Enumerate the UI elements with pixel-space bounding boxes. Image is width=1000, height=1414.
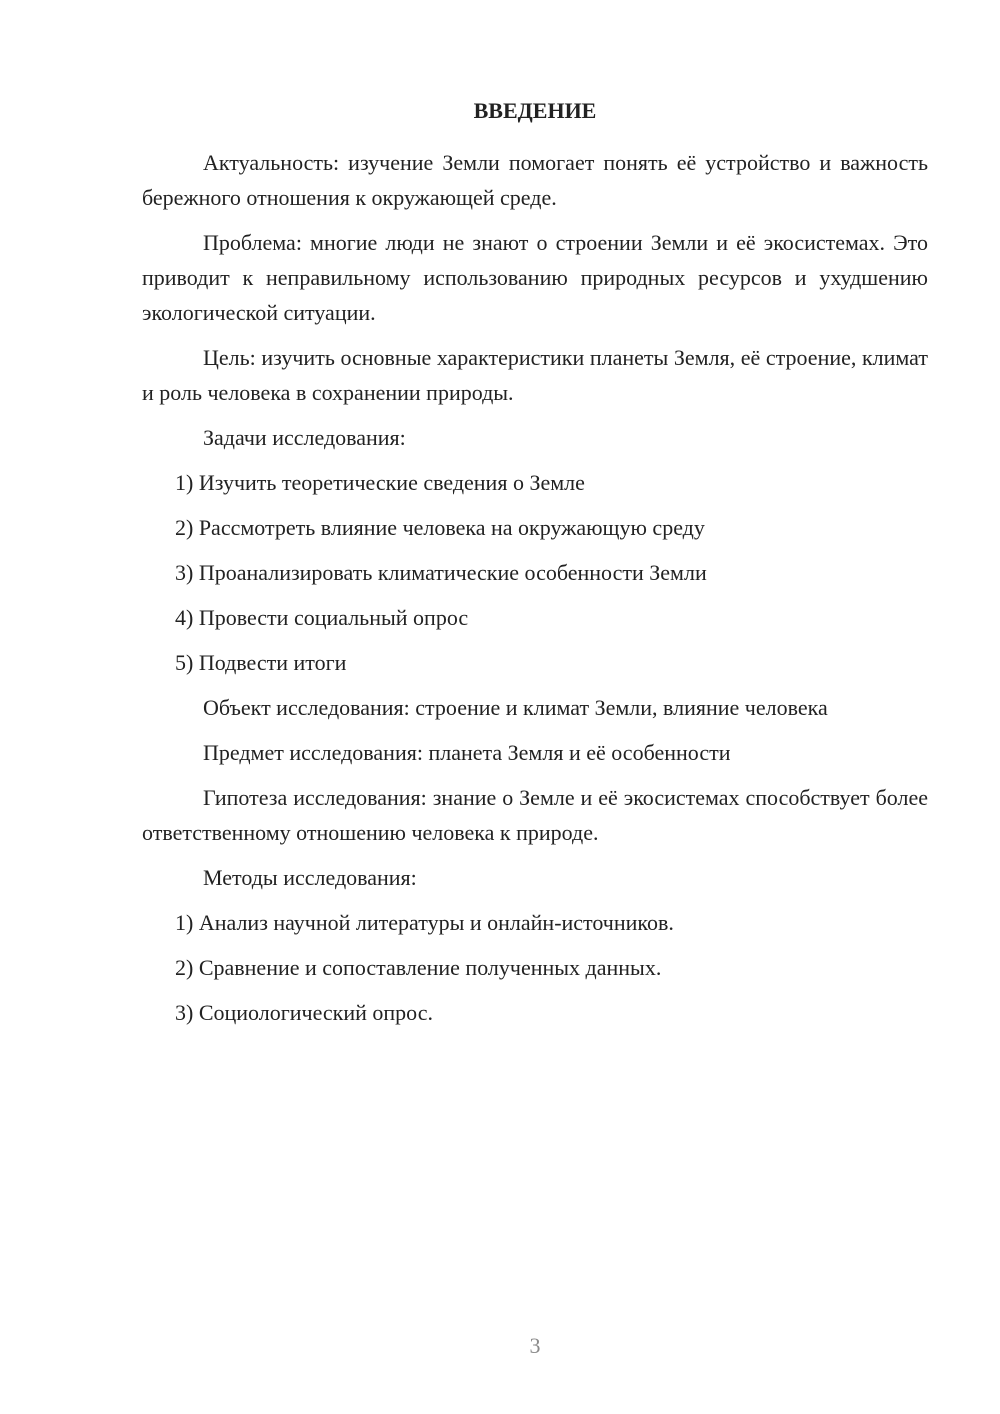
task-item: 5) Подвести итоги <box>175 650 347 675</box>
goal-paragraph: Цель: изучить основные характеристики планеты Земля, её строение, климат и роль человека в сохранении природы. <box>142 345 928 405</box>
method-item: 3) Социологический опрос. <box>175 1000 433 1025</box>
methods-heading: Методы исследования: <box>203 865 417 890</box>
task-item: 4) Провести социальный опрос <box>175 605 469 630</box>
method-item: 1) Анализ научной литературы и онлайн-источников. <box>175 910 674 935</box>
task-item: 2) Рассмотреть влияние человека на окружающую среду <box>175 515 705 540</box>
page-body <box>142 145 928 1040</box>
problem-paragraph: Проблема: многие люди не знают о строении Земли и её экосистемах. Это приводит к неправильному использованию природных ресурсов и ухудшению экологической ситуации. <box>142 230 928 325</box>
method-item: 2) Сравнение и сопоставление полученных данных. <box>175 955 662 980</box>
page-number: 3 <box>529 1333 541 1358</box>
tasks-heading: Задачи исследования: <box>203 425 406 450</box>
subject-line: Предмет исследования: планета Земля и её особенности <box>203 740 731 765</box>
task-item: 3) Проанализировать климатические особенности Земли <box>175 560 707 585</box>
methods-list <box>142 905 928 1030</box>
object-line: Объект исследования: строение и климат Земли, влияние человека <box>203 695 828 720</box>
relevance-paragraph: Актуальность: изучение Земли помогает понять её устройство и важность бережного отношения к окружающей среде. <box>142 150 928 210</box>
tasks-list <box>142 465 928 680</box>
hypothesis-paragraph: Гипотеза исследования: знание о Земле и её экосистемах способствует более ответственному отношению человека к природе. <box>142 785 928 845</box>
page-title: ВВЕДЕНИЕ <box>473 98 597 123</box>
task-item: 1) Изучить теоретические сведения о Земле <box>175 470 585 495</box>
